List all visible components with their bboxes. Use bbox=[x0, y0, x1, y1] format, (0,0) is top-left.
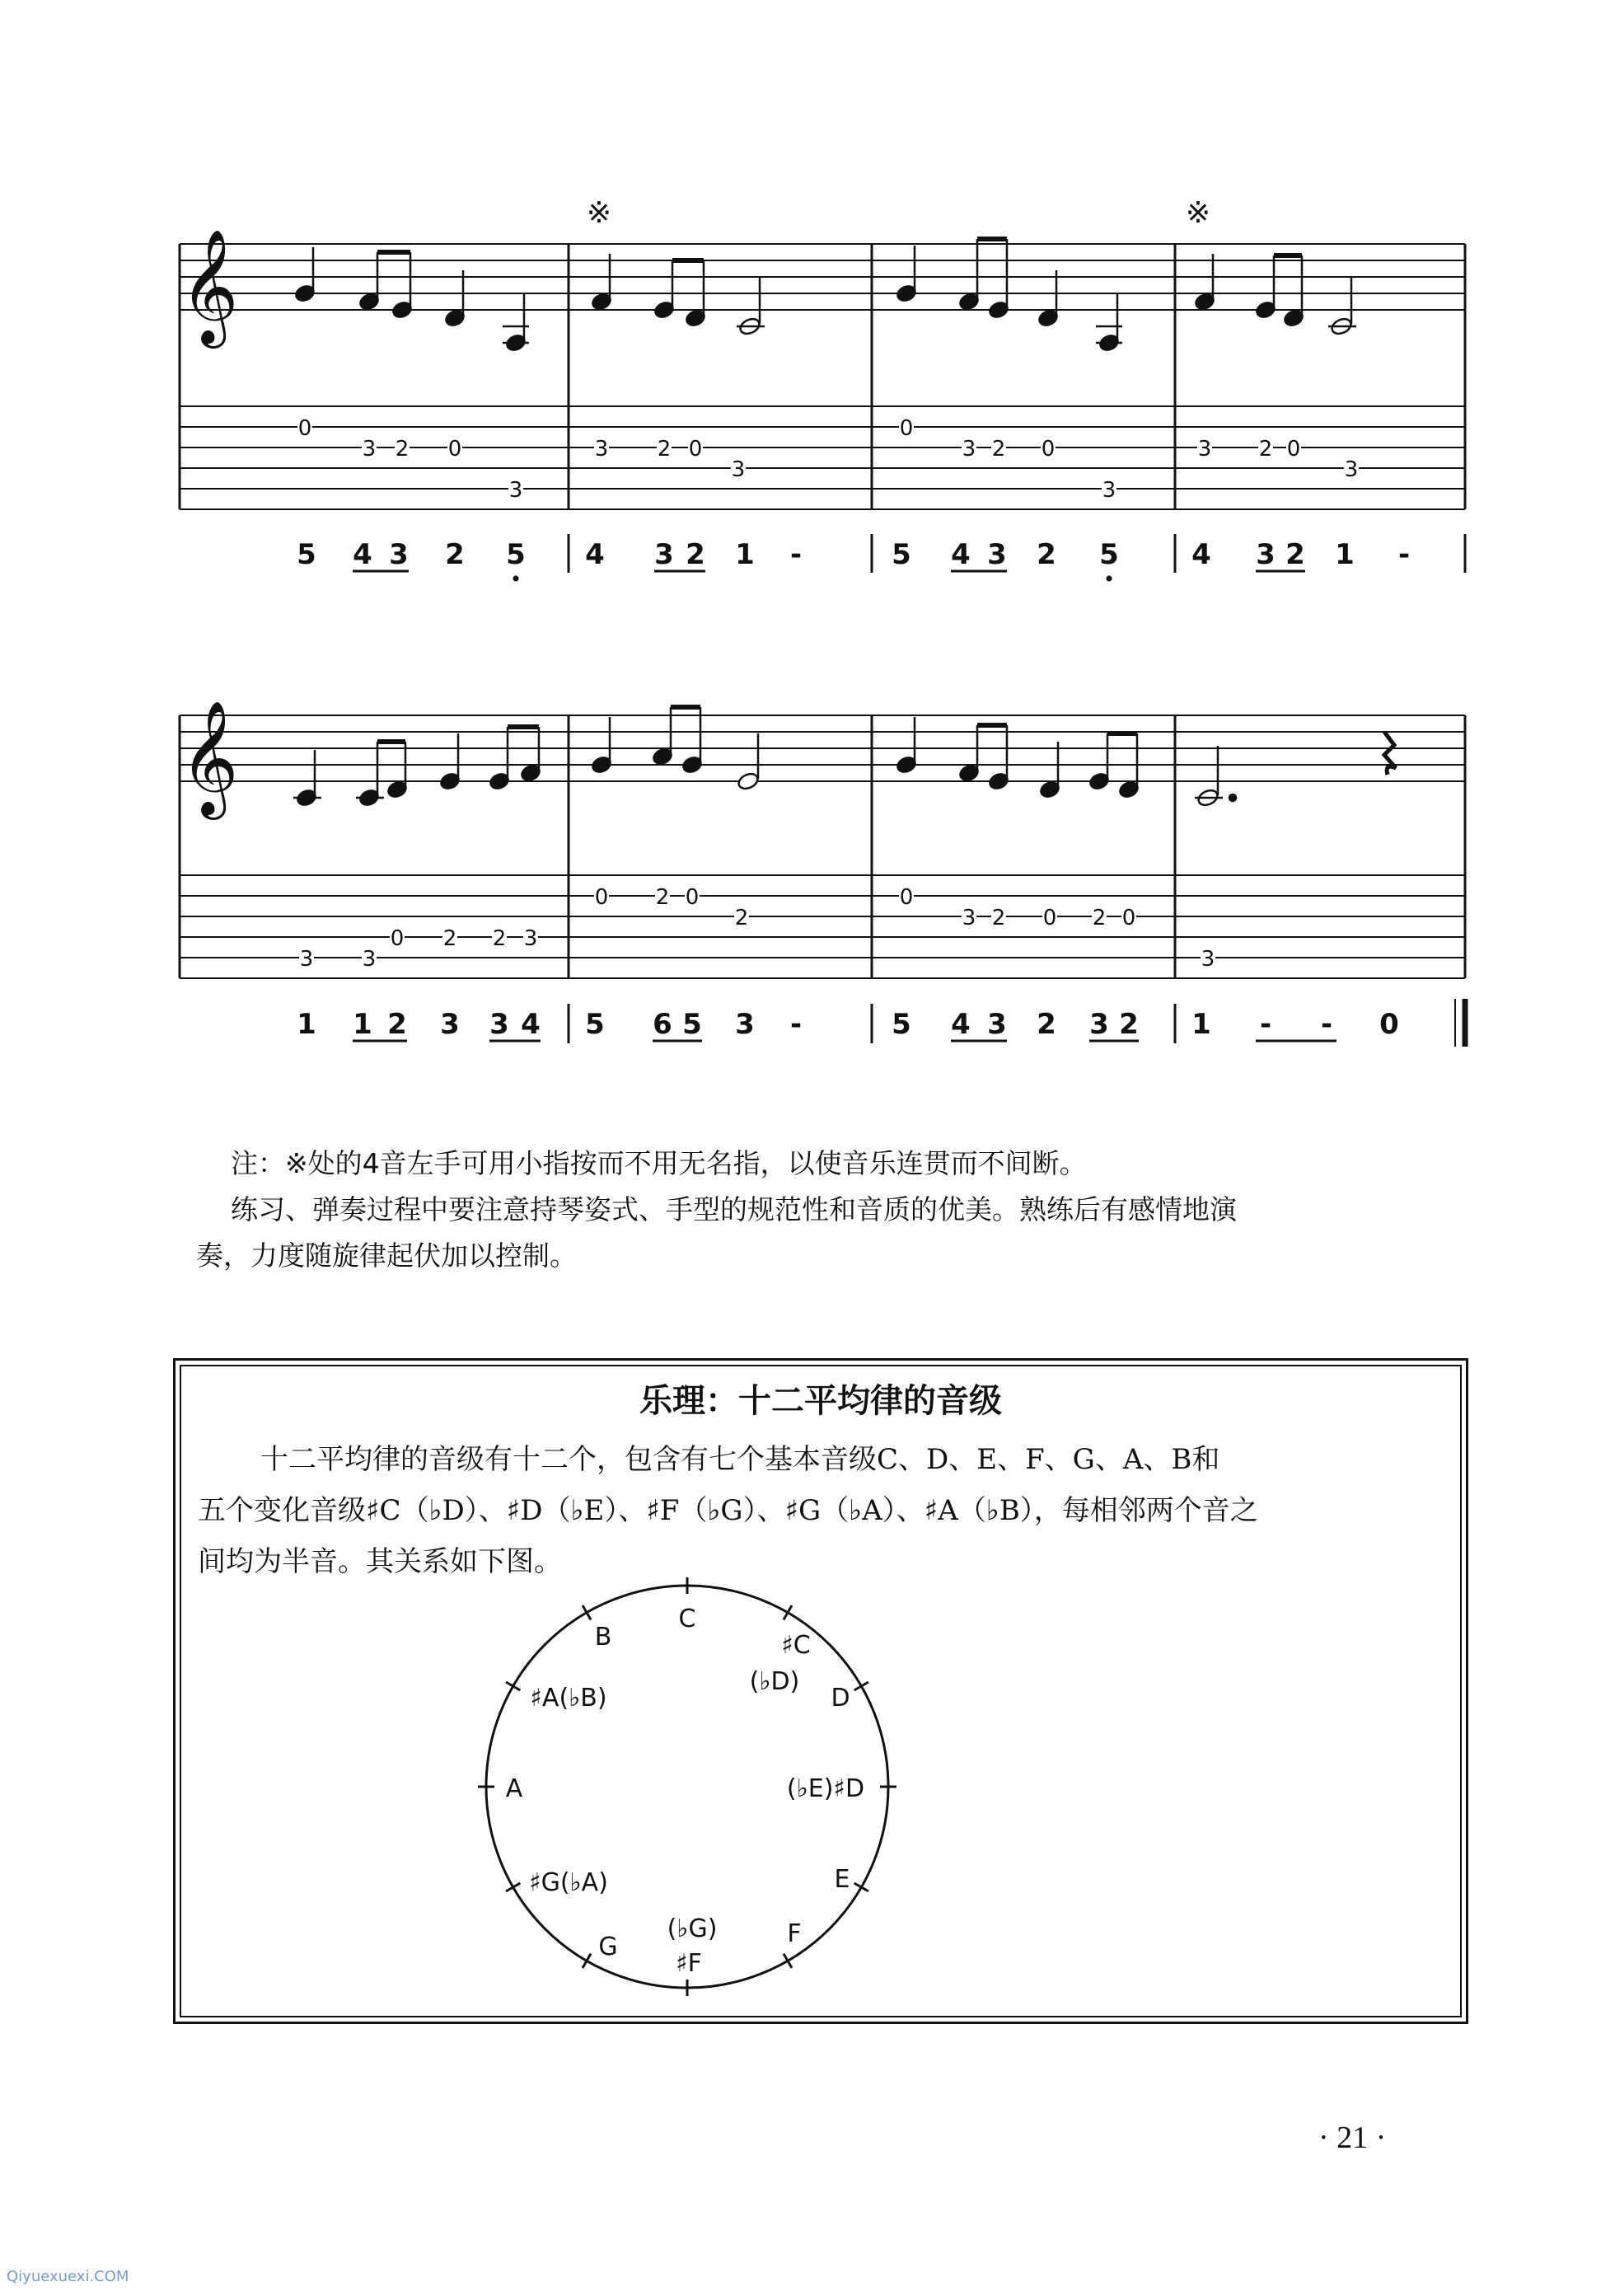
tab-fret-number: 0 bbox=[390, 926, 405, 951]
jianpu-digit: 2 bbox=[387, 1008, 407, 1041]
tab-fret-number: 3 bbox=[508, 478, 523, 503]
circle-tick bbox=[784, 1605, 792, 1619]
tab-fret-number: 0 bbox=[899, 885, 914, 910]
tab-fret-number: 3 bbox=[362, 947, 377, 972]
jianpu-digit: 2 bbox=[445, 538, 465, 571]
label-Fs: ♯F bbox=[676, 1949, 702, 1978]
theory-line: 间均为半音。其关系如下图。 bbox=[198, 1545, 562, 1578]
label-B: B bbox=[594, 1623, 612, 1652]
circle-tick bbox=[506, 1883, 520, 1891]
treble-clef-icon: 𝄞 bbox=[180, 701, 239, 815]
tab-fret-number: 3 bbox=[1102, 478, 1116, 503]
label-A: A bbox=[505, 1774, 523, 1803]
jianpu-digit: 2 bbox=[1037, 538, 1056, 571]
jianpu-digit: 4 bbox=[585, 538, 605, 571]
theory-line: 十二平均律的音级有十二个，包含有七个基本音级C、D、E、F、G、A、B和 bbox=[260, 1443, 1220, 1476]
label-Gb: (♭G) bbox=[667, 1914, 718, 1943]
jianpu-digit: - bbox=[789, 1008, 803, 1041]
tab-fret-number: 3 bbox=[362, 437, 377, 462]
advice-line: 奏，力度随旋律起伏加以控制。 bbox=[196, 1239, 577, 1272]
circle-tick bbox=[583, 1954, 591, 1968]
label-D: D bbox=[831, 1684, 850, 1713]
jianpu-digit: 4 bbox=[951, 538, 971, 571]
watermark: Qiyuexuexi.COM bbox=[7, 2268, 129, 2285]
jianpu-digit: - bbox=[789, 538, 803, 571]
jianpu-digit: 5 bbox=[682, 1008, 702, 1041]
jianpu-digit: 1 bbox=[297, 1008, 316, 1041]
tab-fret-number: 2 bbox=[734, 906, 749, 930]
circle-tick bbox=[854, 1883, 868, 1891]
jianpu-digit: 0 bbox=[1379, 1008, 1399, 1041]
theory-line: 五个变化音级♯C（♭D）、♯D（♭E）、♯F（♭G）、♯G（♭A）、♯A（♭B），每相邻两个音之 bbox=[198, 1494, 1258, 1527]
tab-fret-number: 3 bbox=[1201, 947, 1215, 972]
circle-tick bbox=[506, 1682, 520, 1690]
jianpu-digit: 1 bbox=[1191, 1008, 1211, 1041]
tab-fret-number: 3 bbox=[299, 947, 314, 972]
jianpu-digit: 4 bbox=[521, 1008, 541, 1041]
circle-tick bbox=[583, 1605, 591, 1619]
tab-fret-number: 2 bbox=[1258, 437, 1273, 462]
jianpu-digit: 3 bbox=[987, 1008, 1007, 1041]
tab-fret-number: 2 bbox=[655, 885, 670, 910]
jianpu-digit: 5 bbox=[585, 1008, 605, 1041]
jianpu-digit: 3 bbox=[389, 538, 409, 571]
jianpu-digit: - bbox=[1259, 1008, 1272, 1041]
label-E: E bbox=[834, 1865, 850, 1894]
jianpu-digit: 3 bbox=[1089, 1008, 1109, 1041]
tab-fret-number: 0 bbox=[1042, 906, 1057, 930]
tab-fret-number: 3 bbox=[731, 457, 746, 482]
label-DsEb: (♭E)♯D bbox=[786, 1774, 865, 1803]
label-GsAb: ♯G(♭A) bbox=[529, 1868, 608, 1897]
theory-title: 乐理：十二平均律的音级 bbox=[639, 1382, 1002, 1420]
page-number: · 21 · bbox=[1318, 2120, 1387, 2155]
label-Db: (♭D) bbox=[749, 1667, 800, 1696]
tab-fret-number: 0 bbox=[1041, 437, 1056, 462]
jianpu-digit: 5 bbox=[297, 538, 316, 571]
label-F: F bbox=[787, 1919, 802, 1948]
tab-fret-number: 3 bbox=[1197, 437, 1212, 462]
jianpu-digit: 2 bbox=[1285, 538, 1305, 571]
jianpu-digit: 3 bbox=[735, 1008, 755, 1041]
jianpu-digit: 5 bbox=[1099, 538, 1119, 571]
jianpu-digit: 1 bbox=[353, 1008, 372, 1041]
circle-tick bbox=[784, 1954, 792, 1968]
jianpu-digit: 3 bbox=[654, 538, 674, 571]
jianpu-digit: 3 bbox=[489, 1008, 509, 1041]
label-Cs: ♯C bbox=[781, 1631, 811, 1660]
jianpu-digit: 5 bbox=[892, 1008, 911, 1041]
tab-fret-number: 2 bbox=[395, 437, 410, 462]
tab-fret-number: 2 bbox=[657, 437, 672, 462]
tab-fret-number: 2 bbox=[492, 926, 507, 951]
tab-fret-number: 3 bbox=[594, 437, 609, 462]
tab-fret-number: 0 bbox=[1121, 906, 1136, 930]
tab-fret-number: 2 bbox=[442, 926, 457, 951]
jianpu-digit: - bbox=[1320, 1008, 1333, 1041]
section-mark: ※ bbox=[586, 196, 612, 230]
tab-fret-number: 0 bbox=[594, 885, 609, 910]
jianpu-digit: 1 bbox=[1335, 538, 1355, 571]
tab-fret-number: 2 bbox=[1092, 906, 1107, 930]
label-C: C bbox=[678, 1605, 696, 1633]
jianpu-digit: 3 bbox=[987, 538, 1007, 571]
advice-line: 练习、弹奏过程中要注意持琴姿式、手型的规范性和音质的优美。熟练后有感情地演 bbox=[231, 1193, 1237, 1225]
jianpu-digit: 5 bbox=[892, 538, 911, 571]
section-mark: ※ bbox=[1185, 196, 1211, 230]
tab-fret-number: 0 bbox=[685, 885, 700, 910]
tab-fret-number: 3 bbox=[1344, 457, 1359, 482]
tab-fret-number: 3 bbox=[962, 437, 976, 462]
jianpu-digit: 4 bbox=[1191, 538, 1211, 571]
tab-fret-number: 2 bbox=[991, 906, 1006, 930]
jianpu-digit: 4 bbox=[951, 1008, 971, 1041]
tab-fret-number: 0 bbox=[447, 437, 462, 462]
tab-fret-number: 0 bbox=[1286, 437, 1301, 462]
tab-fret-number: 0 bbox=[297, 416, 312, 441]
jianpu-digit: 3 bbox=[1256, 538, 1276, 571]
circle-tick bbox=[854, 1682, 868, 1690]
tab-fret-number: 2 bbox=[991, 437, 1006, 462]
note-line: 注：※处的4音左手可用小指按而不用无名指，以使音乐连贯而不间断。 bbox=[231, 1147, 1087, 1179]
jianpu-digit: 5 bbox=[506, 538, 526, 571]
tab-fret-number: 0 bbox=[899, 416, 914, 441]
label-AsBb: ♯A(♭B) bbox=[530, 1684, 607, 1713]
jianpu-digit: 4 bbox=[353, 538, 372, 571]
tab-fret-number: 3 bbox=[523, 926, 538, 951]
jianpu-digit: 1 bbox=[735, 538, 755, 571]
tab-fret-number: 0 bbox=[688, 437, 703, 462]
label-G: G bbox=[598, 1933, 618, 1961]
jianpu-digit: 2 bbox=[1037, 1008, 1056, 1041]
jianpu-digit: 3 bbox=[440, 1008, 460, 1041]
tab-fret-number: 3 bbox=[962, 906, 976, 930]
treble-clef-icon: 𝄞 bbox=[180, 229, 239, 344]
jianpu-digit: 2 bbox=[1119, 1008, 1139, 1041]
jianpu-digit: - bbox=[1397, 538, 1411, 571]
jianpu-digit: 6 bbox=[653, 1008, 672, 1041]
jianpu-digit: 2 bbox=[686, 538, 705, 571]
